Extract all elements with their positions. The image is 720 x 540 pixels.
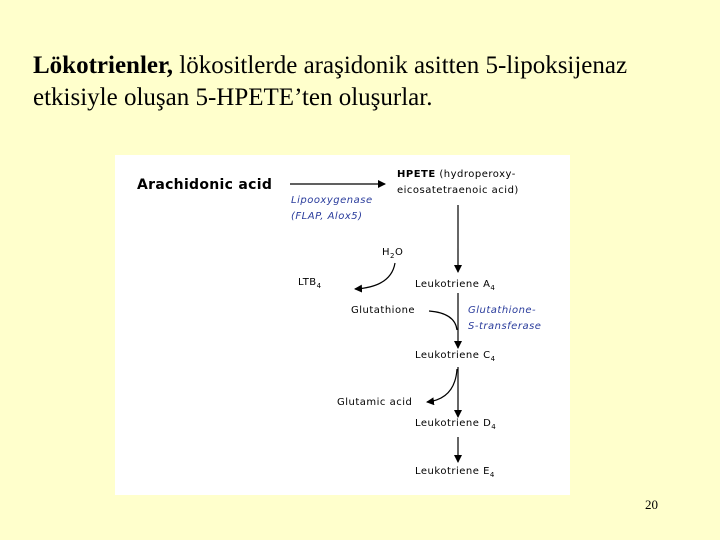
leukotriene-d4-label: Leukotriene $D_4$: [415, 418, 497, 431]
glutathione-label: Glutathione: [351, 305, 416, 316]
water-label: $H_2O$: [382, 247, 404, 260]
ltb4-label: $LTB_4$: [298, 277, 322, 290]
leukotriene-pathway-diagram: [115, 155, 570, 495]
arrow-h2o-to-ltb4: [355, 263, 395, 289]
enzyme-glutathione-s: Glutathione-: [468, 305, 537, 316]
enzyme-flap-alox5: (FLAP, Alox5): [291, 211, 363, 222]
leukotriene-c4-label: Leukotriene $C_4$: [415, 350, 496, 363]
leukotriene-a4-label: Leukotriene $A_4$: [415, 279, 496, 292]
bold-term: Lökotrienler,: [33, 52, 174, 79]
glutamic-acid-label: Glutamic acid: [337, 397, 413, 408]
arachidonic-acid-label: Arachidonic acid: [137, 177, 273, 193]
body-sentence: lökositlerde araşidonik asitten 5-lipoksijenaz etkisiyle oluşan 5-HPETE’ten oluşurlar.: [33, 52, 628, 111]
leukotriene-e4-label: Leukotriene $E_4$: [415, 466, 495, 479]
hpete-description: eicosatetraenoic acid): [397, 185, 519, 196]
arrow-glutamic-acid-out: [427, 369, 457, 402]
page-number: 20: [645, 497, 658, 512]
enzyme-lipooxygenase: Lipooxygenase: [291, 195, 373, 206]
hpete-label: HPETE (hydroperoxy-: [397, 169, 516, 180]
enzyme-s-transferase: S-transferase: [468, 321, 542, 332]
slide-body-text: [33, 50, 693, 114]
arrow-glutathione-in: [429, 311, 457, 330]
